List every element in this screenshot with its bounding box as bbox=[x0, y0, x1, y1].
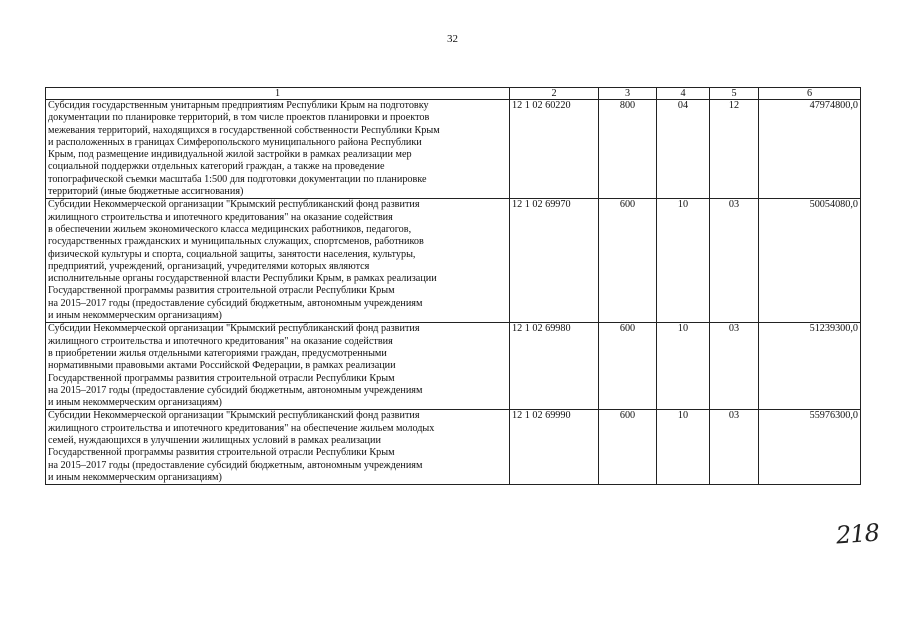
row-amount: 47974800,0 bbox=[759, 100, 861, 199]
column-header-2: 2 bbox=[510, 88, 599, 100]
row-expense-type: 600 bbox=[599, 410, 657, 485]
column-header-3: 3 bbox=[599, 88, 657, 100]
table-row bbox=[46, 323, 861, 410]
page-number: 32 bbox=[447, 33, 458, 45]
row-target-code: 12 1 02 69970 bbox=[510, 199, 599, 323]
column-header-1: 1 bbox=[46, 88, 510, 100]
table-row bbox=[46, 199, 861, 323]
row-expense-type: 600 bbox=[599, 323, 657, 410]
column-header-4: 4 bbox=[657, 88, 710, 100]
handwritten-page-mark: 218 bbox=[835, 518, 880, 550]
table-row bbox=[46, 100, 861, 199]
row-expense-type: 600 bbox=[599, 199, 657, 323]
row-amount: 50054080,0 bbox=[759, 199, 861, 323]
row-target-code: 12 1 02 69990 bbox=[510, 410, 599, 485]
column-header-5: 5 bbox=[710, 88, 759, 100]
row-expense-type: 800 bbox=[599, 100, 657, 199]
row-section: 10 bbox=[657, 199, 710, 323]
budget-table bbox=[45, 87, 861, 485]
table-header-row bbox=[46, 88, 861, 100]
row-target-code: 12 1 02 69980 bbox=[510, 323, 599, 410]
table-row bbox=[46, 410, 861, 485]
row-subsection: 03 bbox=[710, 323, 759, 410]
row-description: Субсидия государственным унитарным предприятиям Республики Крым на подготовку документации по планировке территорий, в том числе проектов планировки и проектов межевания территорий, находящихся в государственной собственности Республики Крым и расположенных в границах Симферопольского муниципального района Республики Крым, под размещение индивидуальной жилой застройки в рамках реализации мер социальной поддержки отдельных категорий граждан, а также на проведение топографической съемки масштаба 1:500 для подготовки документации по планировке территорий (иные бюджетные ассигнования) bbox=[46, 100, 510, 199]
row-subsection: 12 bbox=[710, 100, 759, 199]
row-description: Субсидии Некоммерческой организации "Крымский республиканский фонд развития жилищного строительства и ипотечного кредитования" на обеспечение жильем молодых семей, нуждающихся в улучшении жилищных условий в рамках реализации Государственной программы развития строительной отрасли Республики Крым на 2015–2017 годы (предоставление субсидий бюджетным, автономным учреждениям и иным некоммерческим организациям) bbox=[46, 410, 510, 485]
row-subsection: 03 bbox=[710, 199, 759, 323]
row-section: 10 bbox=[657, 410, 710, 485]
row-target-code: 12 1 02 60220 bbox=[510, 100, 599, 199]
row-section: 10 bbox=[657, 323, 710, 410]
row-description: Субсидии Некоммерческой организации "Крымский республиканский фонд развития жилищного строительства и ипотечного кредитования" на оказание содействия в приобретении жилья отдельными категориями граждан, предусмотренными нормативными правовыми актами Российской Федерации, в рамках реализации Государственной программы развития строительной отрасли Республики Крым на 2015–2017 годы (предоставление субсидий бюджетным, автономным учреждениям и иным некоммерческим организациям) bbox=[46, 323, 510, 410]
row-amount: 55976300,0 bbox=[759, 410, 861, 485]
row-description: Субсидии Некоммерческой организации "Крымский республиканский фонд развития жилищного строительства и ипотечного кредитования" на оказание содействия в обеспечении жильем экономического класса медицинских работников, педагогов, государственных гражданских и муниципальных служащих, спортсменов, работников физической культуры и спорта, социальной защиты, занятости населения, культуры, предприятий, учреждений, организаций, учредителями которых являются исполнительные органы государственной власти Республики Крым, в рамках реализации Государственной программы развития строительной отрасли Республики Крым на 2015–2017 годы (предоставление субсидий бюджетным, автономным учреждениям и иным некоммерческим организациям) bbox=[46, 199, 510, 323]
row-amount: 51239300,0 bbox=[759, 323, 861, 410]
row-subsection: 03 bbox=[710, 410, 759, 485]
row-section: 04 bbox=[657, 100, 710, 199]
column-header-6: 6 bbox=[759, 88, 861, 100]
